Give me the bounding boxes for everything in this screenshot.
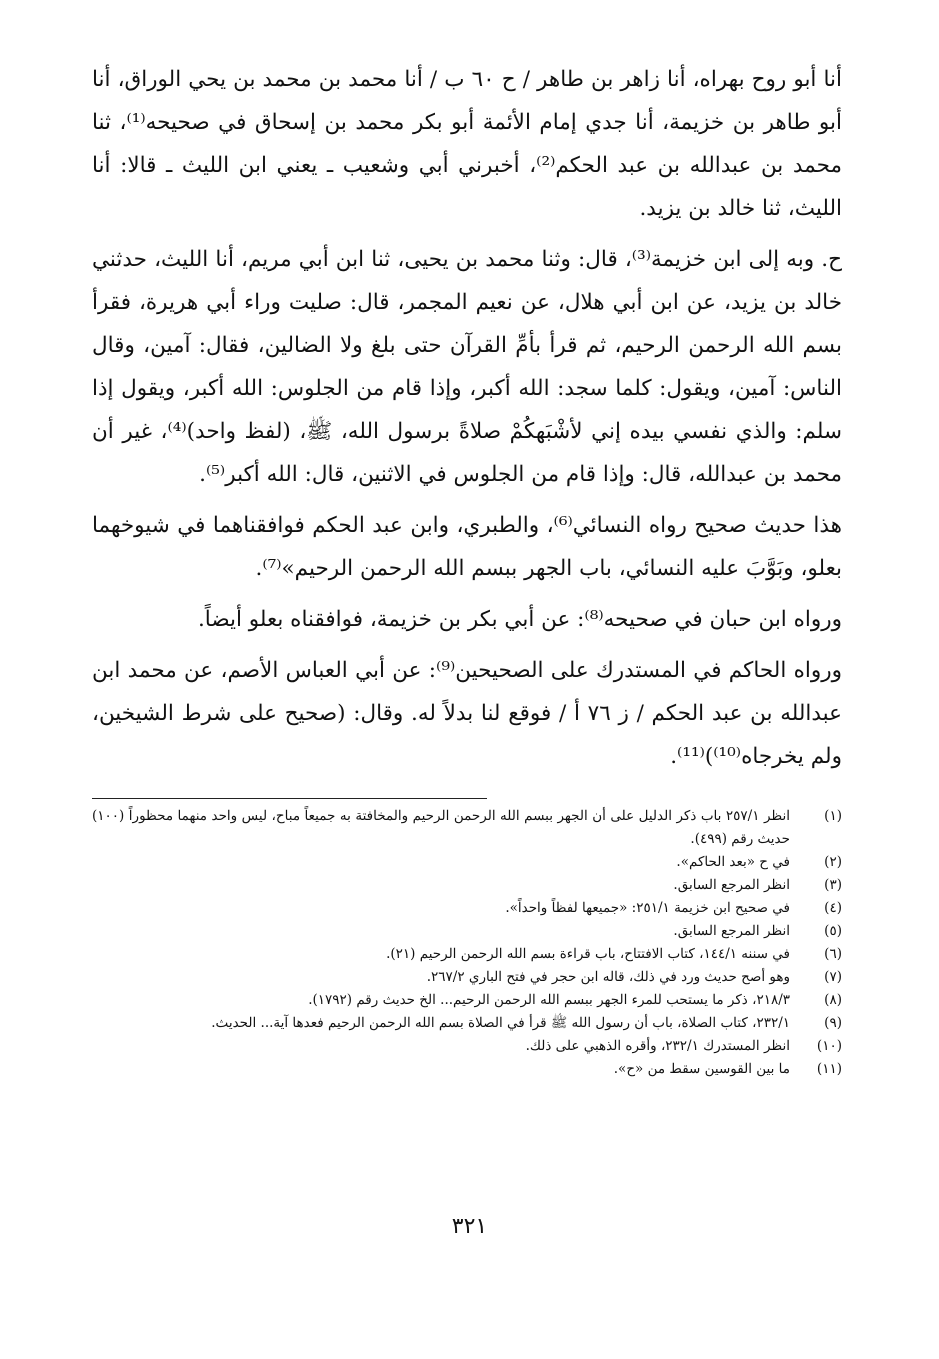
footnote xyxy=(92,874,842,897)
footnote-number: (٥) xyxy=(824,923,842,939)
footnote-number: (٦) xyxy=(824,946,842,962)
paragraph-2: ح. وبه إلى ابن خزيمة⁽³⁾، قال: وثنا محمد بن يحيى، ثنا ابن أبي مريم، أنا الليث، حدثني خالد بن يزيد، عن ابن أبي هلال، عن نعيم المجمر، قال: صليت وراء أبي هريرة، فقرأ بسم الله الرحمن الرحيم، ثم قرأ بأمِّ القرآن حتى بلغ ولا الضالين، فقال: آمين، وقال الناس: آمين، ويقول: كلما سجد: الله أكبر، وإذا قام من الجلوس: الله أكبر، ويقول إذا سلم: والذي نفسي بيده إني لأشْبَهكُمْ صلاةً برسول الله، ﷺ، (لفظ واحد)⁽⁴⁾، غير أن محمد بن عبدالله، قال: وإذا قام من الجلوس في الاثنين، قال: الله أكبر⁽⁵⁾. xyxy=(92,247,842,487)
footnote-number: (٢) xyxy=(824,854,842,870)
footnote-text: انظر المرجع السابق. xyxy=(673,923,790,939)
footnote-text: ما بين القوسين سقط من «ح». xyxy=(613,1061,790,1077)
footnote-text: وهو أصح حديث ورد في ذلك، قاله ابن حجر في فتح الباري ٢٦٧/٢. xyxy=(426,969,790,985)
paragraph-5: ورواه الحاكم في المستدرك على الصحيحين⁽⁹⁾: عن أبي العباس الأصم، عن محمد ابن عبدالله بن عبد الحكم / ز ٧٦ أ / فوقع لنا بدلاً له. وقال: (صحيح على شرط الشيخين، ولم يخرجاه⁽¹⁰⁾)⁽¹¹⁾. xyxy=(92,658,842,769)
footnote xyxy=(92,805,842,851)
footnote-number: (٤) xyxy=(824,900,842,916)
footnote-number: (١١) xyxy=(816,1061,842,1077)
footnote xyxy=(92,1058,842,1081)
paragraph-4: ورواه ابن حبان في صحيحه⁽⁸⁾: عن أبي بكر بن خزيمة، فوافقناه بعلو أيضاً. xyxy=(197,607,842,632)
footnotes xyxy=(92,805,842,1081)
footnote xyxy=(92,897,842,920)
footnote xyxy=(92,851,842,874)
main-text xyxy=(92,58,842,778)
footnote-number: (١٠) xyxy=(816,1038,842,1054)
footnote xyxy=(92,989,842,1012)
footnote-text: انظر المستدرك ٢٣٢/١، وأقره الذهبي على ذلك. xyxy=(525,1038,790,1054)
footnote-number: (٩) xyxy=(824,1015,842,1031)
footnote xyxy=(92,1035,842,1058)
footnote-text: انظر المرجع السابق. xyxy=(673,877,790,893)
footnote-text: ٢٣٢/١، كتاب الصلاة، باب أن رسول الله ﷺ قرأ في الصلاة بسم الله الرحمن الرحيم فعدها آية... الحديث. xyxy=(211,1015,790,1031)
footnote-number: (٧) xyxy=(824,969,842,985)
footnote-text: في ح «بعد الحاكم». xyxy=(676,854,790,870)
footnote-text: انظر ٢٥٧/١ باب ذكر الدليل على أن الجهر ببسم الله الرحمن الرحيم والمخافتة به جميعاً مباح، ليس واحد منهما محظوراً (١٠٠) حديث رقم (٤٩٩). xyxy=(92,808,790,847)
footnote-divider xyxy=(92,798,487,799)
footnote xyxy=(92,966,842,989)
footnote-text: ٢١٨/٣، ذكر ما يستحب للمرء الجهر ببسم الله الرحمن الرحيم... الخ حديث رقم (١٧٩٢). xyxy=(308,992,790,1008)
footnote-number: (٨) xyxy=(824,992,842,1008)
page-number: ٣٢١ xyxy=(451,1214,488,1239)
footnote xyxy=(92,943,842,966)
footnote-text: في سننه ١٤٤/١، كتاب الافتتاح، باب قراءة بسم الله الرحمن الرحيم (٢١). xyxy=(386,946,790,962)
footnote xyxy=(92,920,842,943)
footnote-text: في صحيح ابن خزيمة ٢٥١/١: «جميعها لفظاً واحداً». xyxy=(505,900,790,916)
page-body xyxy=(92,58,842,1081)
footnote-number: (٣) xyxy=(824,877,842,893)
footnote xyxy=(92,1012,842,1035)
paragraph-1: أنا أبو روح بهراه، أنا زاهر بن طاهر / ح ٦٠ ب / أنا محمد بن محمد بن يحي الوراق، أنا أبو طاهر بن خزيمة، أنا جدي إمام الأئمة أبو بكر محمد بن إسحاق في صحيحه⁽¹⁾، ثنا محمد بن عبدالله بن عبد الحكم⁽²⁾، أخبرني أبي وشعيب ـ يعني ابن الليث ـ قالا: أنا الليث، ثنا خالد بن يزيد. xyxy=(92,67,843,221)
footnote-number: (١) xyxy=(824,808,842,824)
paragraph-3: هذا حديث صحيح رواه النسائي⁽⁶⁾، والطبري، وابن عبد الحكم فوافقناهما في شيوخهما بعلو، وبَوَّبَ عليه النسائي، باب الجهر ببسم الله الرحمن الرحيم»⁽⁷⁾. xyxy=(92,513,842,581)
